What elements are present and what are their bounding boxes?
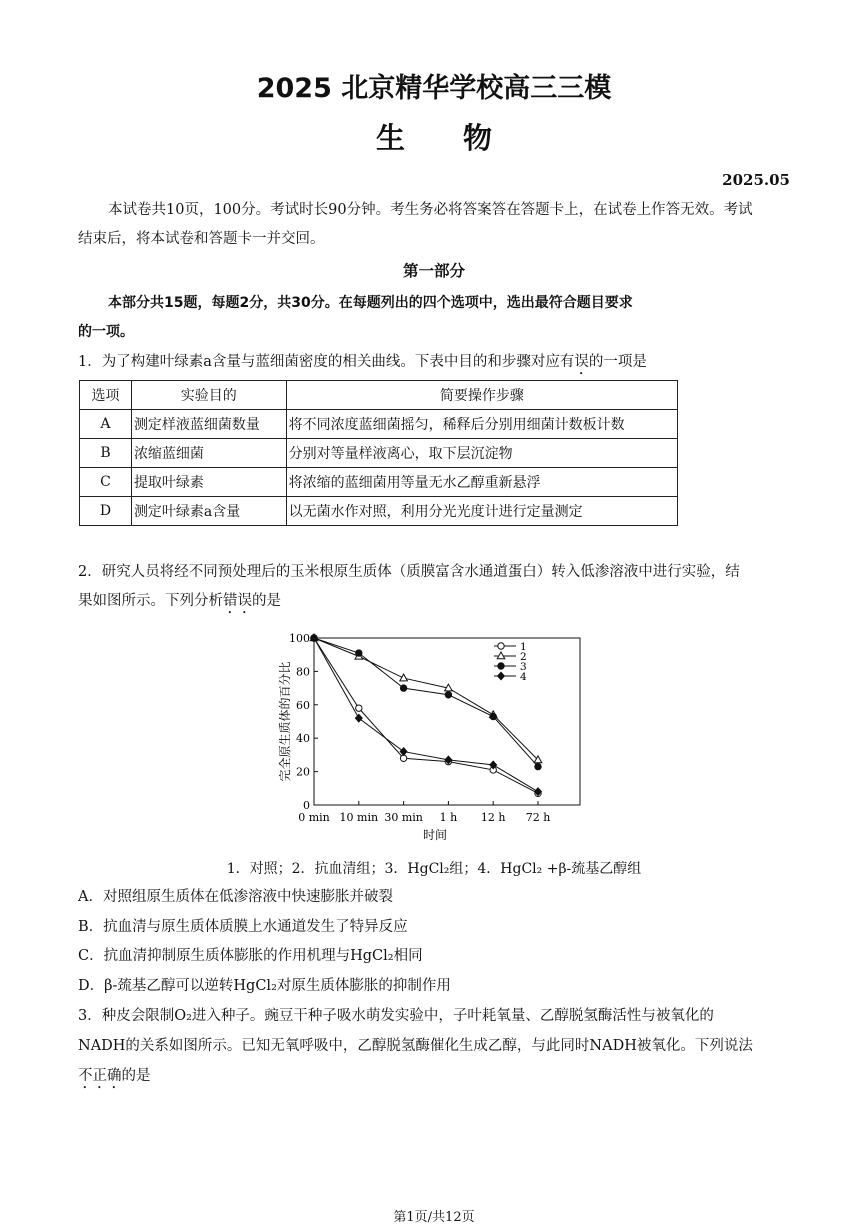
data-point-series-3 bbox=[445, 692, 451, 698]
q3-stem-line-2: NADH的关系如图所示。已知无氧呼吸中，乙醇脱氢酶催化生成乙醇，与此同时NADH被氧化。下列说法 bbox=[78, 1038, 753, 1054]
x-tick-label: 10 min bbox=[339, 811, 379, 824]
y-tick-label: 40 bbox=[296, 732, 310, 746]
table-cell: 测定叶绿素a含量 bbox=[131, 497, 286, 526]
data-point-series-3 bbox=[535, 763, 541, 769]
data-point-series-3 bbox=[356, 650, 362, 656]
x-tick-label: 0 min bbox=[298, 811, 330, 824]
table-cell: 将不同浓度蓝细菌摇匀，稀释后分别用细菌计数板计数 bbox=[286, 410, 677, 439]
x-tick-label: 1 h bbox=[439, 811, 458, 824]
data-point-series-1 bbox=[356, 705, 362, 711]
data-point-series-2 bbox=[400, 674, 408, 681]
table-row bbox=[80, 497, 678, 526]
part-instructions-line-1: 本部分共15题，每题2分，共30分。在每题列出的四个选项中，选出最符合题目要求 bbox=[108, 295, 633, 311]
q2-stem-line-1: 2．研究人员将经不同预处理后的玉米根原生质体（质膜富含水通道蛋白）转入低渗溶液中进行实验，结 bbox=[78, 564, 740, 580]
table-cell: B bbox=[80, 439, 132, 468]
x-tick-label: 12 h bbox=[480, 811, 506, 824]
q3-stem-emphasis: 不正确 bbox=[78, 1068, 122, 1084]
table-row bbox=[80, 410, 678, 439]
table-cell: 浓缩蓝细菌 bbox=[131, 439, 286, 468]
table-row bbox=[80, 439, 678, 468]
protoplast-chart bbox=[262, 622, 592, 850]
chart-caption: 1．对照；2．抗血清组；3．HgCl₂组；4．HgCl₂ +β-巯基乙醇组 bbox=[226, 861, 642, 877]
page-footer: 第1页/共12页 bbox=[393, 1210, 475, 1225]
part-instructions-line-2: 的一项。 bbox=[78, 324, 134, 340]
table-cell: A bbox=[80, 410, 132, 439]
intro-line-1: 本试卷共10页，100分。考试时长90分钟。考生务必将答案答在答题卡上，在试卷上作答无效。考试 bbox=[108, 202, 753, 218]
table-cell: C bbox=[80, 468, 132, 497]
q2-stem-emphasis: 错误 bbox=[223, 593, 252, 609]
table-header-cell: 简要操作步骤 bbox=[286, 381, 677, 410]
q1-table bbox=[79, 380, 678, 526]
q3-stem-text-end: 的是 bbox=[121, 1068, 151, 1084]
data-point-series-4 bbox=[400, 748, 407, 756]
q2-option-a: A．对照组原生质体在低渗溶液中快速膨胀并破裂 bbox=[78, 889, 393, 905]
legend-label: 1 bbox=[520, 641, 527, 653]
table-cell: 将浓缩的蓝细菌用等量无水乙醇重新悬浮 bbox=[286, 468, 677, 497]
series-line-4 bbox=[314, 638, 538, 792]
table-row bbox=[80, 468, 678, 497]
y-tick-label: 0 bbox=[303, 799, 310, 812]
legend-marker bbox=[497, 652, 505, 659]
x-tick-label: 30 min bbox=[384, 811, 423, 824]
q2-stem-text: 果如图所示。下列分析 bbox=[78, 593, 223, 609]
table-cell: 测定样液蓝细菌数量 bbox=[131, 410, 286, 439]
table-cell: 以无菌水作对照，利用分光光度计进行定量测定 bbox=[286, 497, 677, 526]
table-cell: D bbox=[80, 497, 132, 526]
legend-label: 4 bbox=[520, 671, 527, 683]
x-tick-label: 72 h bbox=[525, 811, 551, 824]
series-line-1 bbox=[314, 638, 538, 793]
q2-stem-text-end: 的是 bbox=[252, 593, 281, 609]
table-header-cell: 实验目的 bbox=[131, 381, 286, 410]
table-cell: 分别对等量样液离心，取下层沉淀物 bbox=[286, 439, 677, 468]
legend-label: 2 bbox=[520, 651, 527, 663]
table-cell: 提取叶绿素 bbox=[131, 468, 286, 497]
q1-stem-emphasis: 误 bbox=[574, 354, 589, 370]
plot-frame bbox=[314, 638, 580, 805]
table-header-row bbox=[80, 381, 678, 410]
table-header-cell: 选项 bbox=[80, 381, 132, 410]
data-point-series-4 bbox=[355, 714, 362, 722]
subject-title: 生物 bbox=[375, 121, 550, 155]
q1-stem bbox=[78, 352, 647, 378]
legend-marker bbox=[498, 663, 504, 669]
y-tick-label: 60 bbox=[296, 698, 310, 712]
q2-option-c: C．抗血清抑制原生质体膨胀的作用机理与HgCl₂相同 bbox=[78, 948, 423, 964]
q3-stem-line-1: 3．种皮会限制O₂进入种子。豌豆干种子吸水萌发实验中，子叶耗氧量、乙醇脱氢酶活性与被氧化的 bbox=[78, 1008, 714, 1024]
exam-date: 2025.05 bbox=[722, 171, 790, 189]
x-axis-label: 时间 bbox=[422, 828, 448, 842]
y-axis-label: 完全原生质体的百分比 bbox=[278, 661, 292, 782]
y-tick-label: 80 bbox=[296, 665, 310, 679]
q2-option-b: B．抗血清与原生质体质膜上水通道发生了特异反应 bbox=[78, 919, 408, 935]
intro-line-2: 结束后，将本试卷和答题卡一并交回。 bbox=[78, 231, 325, 247]
legend-marker bbox=[498, 672, 505, 680]
q2-stem-line-2 bbox=[78, 591, 281, 617]
q3-stem-line-3 bbox=[78, 1066, 151, 1092]
y-tick-label: 100 bbox=[289, 632, 310, 645]
legend-label: 3 bbox=[520, 661, 527, 673]
data-point-series-3 bbox=[400, 685, 406, 691]
q2-option-d: D．β-巯基乙醇可以逆转HgCl₂对原生质体膨胀的抑制作用 bbox=[78, 978, 451, 994]
exam-title: 2025 北京精华学校高三三模 bbox=[256, 73, 612, 104]
legend-marker bbox=[498, 643, 504, 649]
q1-stem-text-end: 的一项是 bbox=[588, 354, 647, 370]
data-point-series-3 bbox=[490, 713, 496, 719]
y-tick-label: 20 bbox=[296, 765, 310, 779]
q1-stem-text: 1．为了构建叶绿素a含量与蓝细菌密度的相关曲线。下表中目的和步骤对应有 bbox=[78, 354, 575, 370]
part-title: 第一部分 bbox=[402, 262, 465, 280]
